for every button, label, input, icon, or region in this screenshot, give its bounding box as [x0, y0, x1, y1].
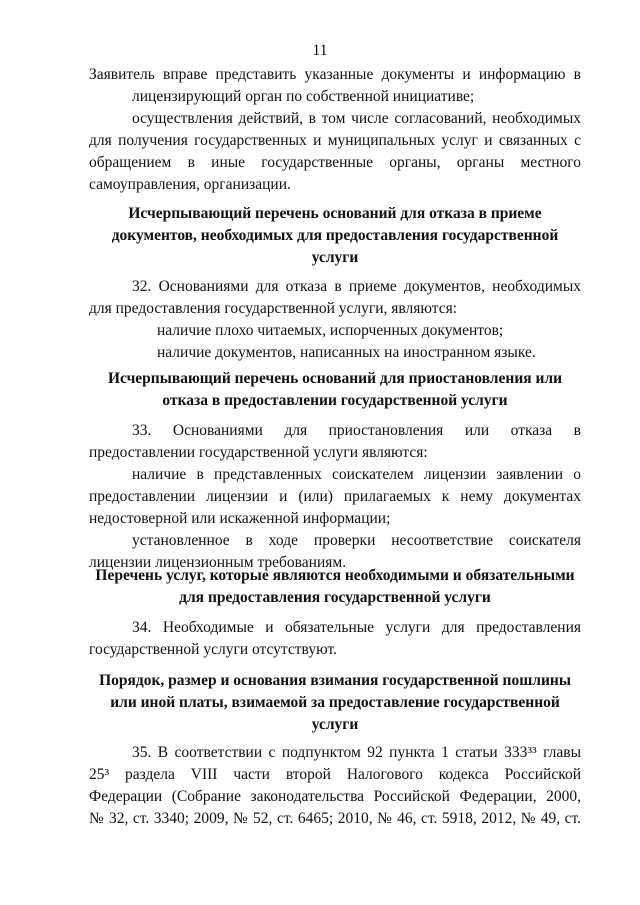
heading-line: или иной платы, взимаемой за предоставление государственной: [110, 694, 560, 711]
text-line: лицензирующий орган по собственной инициативе;: [132, 88, 475, 105]
heading-line: отказа в предоставлении государственной услуги: [162, 392, 508, 409]
paragraph-34: [89, 617, 581, 661]
text-line: государственной услуги отсутствуют.: [89, 641, 337, 658]
text-line: предоставлении государственной услуги являются:: [89, 444, 428, 461]
text-line: 35. В соответствии с подпунктом 92 пункта 1 статьи 333³³ главы: [132, 744, 581, 761]
text-line: установленное в ходе проверки несоответствие соискателя: [132, 532, 581, 549]
text-line: для предоставления государственной услуги, являются:: [89, 300, 458, 317]
text-line: № 32, ст. 3340; 2009, № 52, ст. 6465; 2010, № 46, ст. 5918, 2012, № 49, ст.: [89, 810, 581, 827]
text-line: предоставлении лицензии и (или) прилагаемых к нему документах: [89, 488, 581, 505]
paragraph-35: [89, 742, 581, 830]
text-line: осуществления действий, в том числе согласований, необходимых: [132, 110, 581, 127]
paragraph-applicant-right: [89, 64, 581, 108]
section-heading-state-fee: [89, 670, 581, 736]
heading-line: Исчерпывающий перечень оснований для отказа в приеме: [128, 205, 542, 222]
section-heading-required-services: [89, 565, 581, 609]
text-line: 32. Основаниями для отказа в приеме документов, необходимых: [132, 278, 581, 295]
text-line: для получения государственных и муниципальных услуг и связанных с: [89, 132, 581, 149]
heading-line: Исчерпывающий перечень оснований для приостановления или: [107, 370, 563, 387]
text-line: недостоверной или искаженной информации;: [89, 510, 391, 527]
text-line: обращением в иные государственные органы, органы местного: [89, 154, 581, 171]
paragraph-32: [89, 276, 581, 364]
list-item: наличие плохо читаемых, испорченных документов;: [157, 322, 504, 339]
text-line: 34. Необходимые и обязательные услуги для предоставления: [132, 619, 581, 636]
text-line: 33. Основаниями для приостановления или отказа в: [132, 422, 581, 439]
text-line: Федерации (Собрание законодательства Российской Федерации, 2000,: [89, 788, 581, 805]
page-number: 11: [312, 42, 328, 59]
heading-line: документов, необходимых для предоставления государственной: [111, 227, 559, 244]
heading-line: для предоставления государственной услуги: [179, 589, 491, 606]
text-line: 25³ раздела VIII части второй Налогового кодекса Российской: [89, 766, 581, 783]
text-line: Заявитель вправе представить указанные документы и информацию в: [89, 66, 581, 83]
heading-line: услуги: [311, 716, 359, 733]
section-heading-suspension: [89, 368, 581, 412]
text-line: самоуправления, организации.: [89, 176, 291, 193]
paragraph-33: [89, 420, 581, 574]
heading-line: услуги: [311, 249, 359, 266]
section-heading-refusal-documents: [89, 203, 581, 269]
text-line: наличие в представленных соискателем лицензии заявлении о: [132, 466, 581, 483]
paragraph-actions: [89, 108, 581, 196]
list-item: наличие документов, написанных на иностранном языке.: [157, 344, 536, 361]
heading-line: Порядок, размер и основания взимания государственной пошлины: [99, 672, 571, 689]
text-line: лицензии лицензионным требованиям.: [89, 554, 347, 571]
heading-line: Перечень услуг, которые являются необходимыми и обязательными: [95, 567, 575, 584]
